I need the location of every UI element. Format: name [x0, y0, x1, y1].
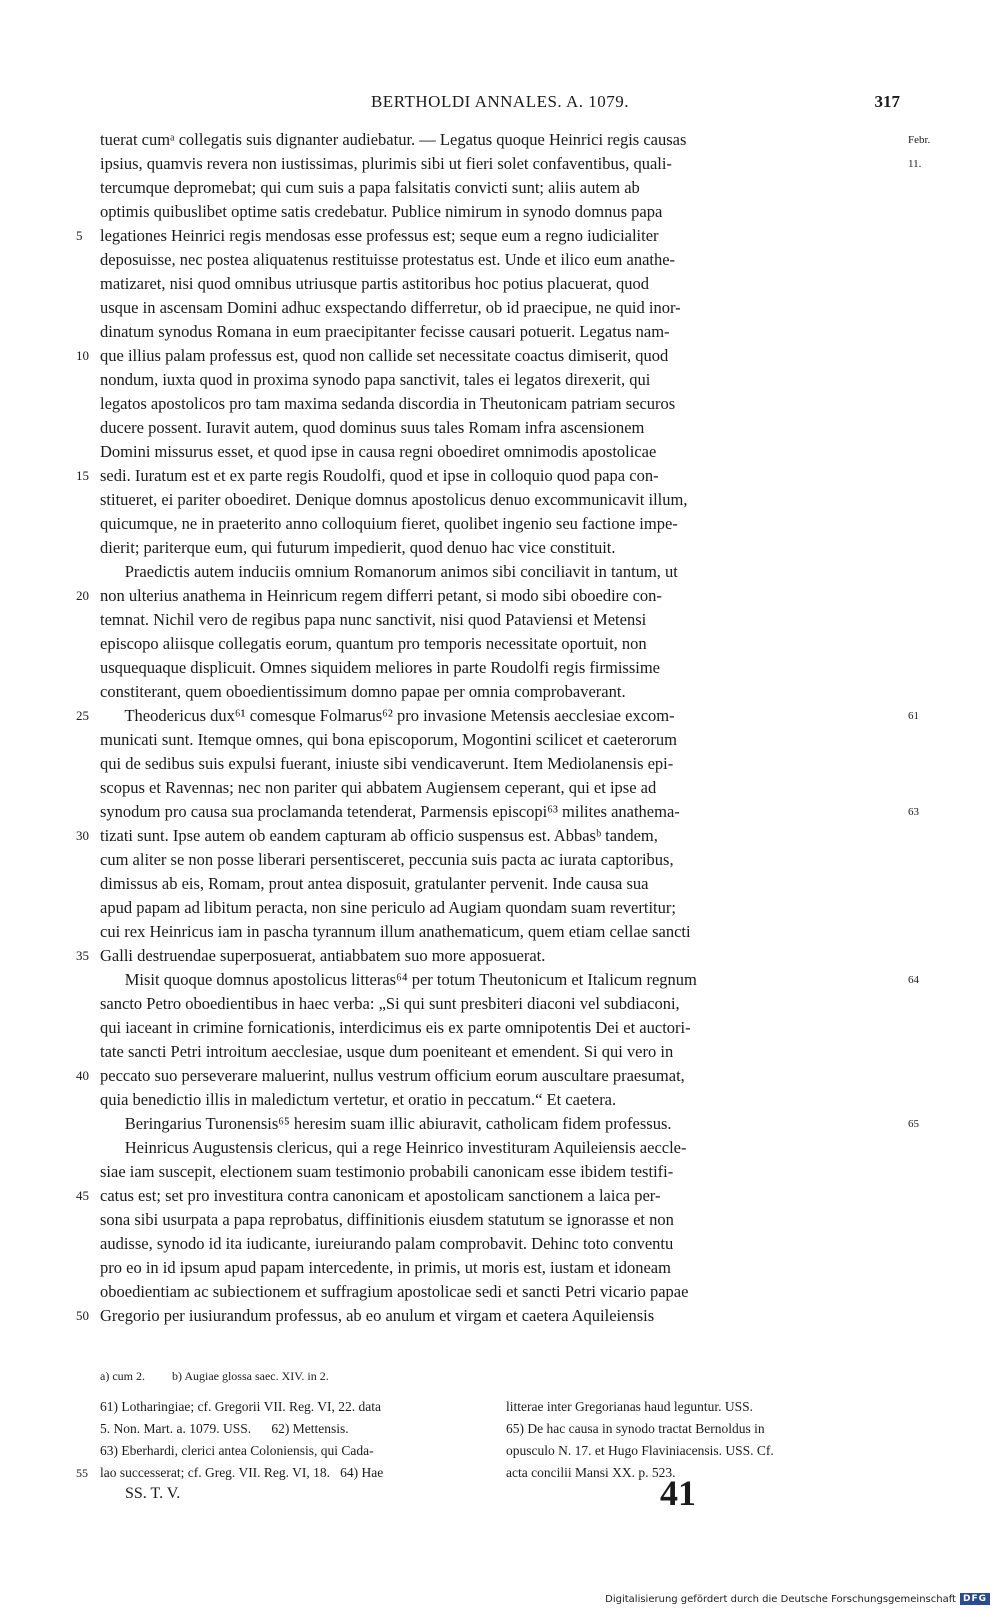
line-text: tuerat cumᵃ collegatis suis dignanter audiebatur. — Legatus quoque Heinrici regis causas	[100, 130, 687, 149]
footnote-text: 5. Non. Mart. a. 1079. USS. 62) Mettensis.	[100, 1421, 349, 1436]
line-number: 55	[76, 1466, 88, 1480]
text-line	[100, 200, 900, 224]
footnotes	[76, 1396, 900, 1496]
line-text: oboedientiam ac subiectionem et suffragium apostolicae sedi et sancti Petri vicario papae	[100, 1282, 689, 1301]
footnote-text: 61) Lotharingiae; cf. Gregorii VII. Reg. VI, 22. data	[100, 1399, 382, 1414]
line-text: ducere possent. Iuravit autem, quod dominus suus tales Romam infra ascensionem	[100, 418, 645, 437]
text-line	[100, 992, 900, 1016]
line-text: cui rex Heinricus iam in pascha tyrannum illum anathematicum, quem etiam cellae sancti	[100, 922, 691, 941]
text-line	[100, 560, 900, 584]
line-text: peccato suo perseverare maluerint, nullus vestrum officium eorum auscultare praesumat,	[100, 1066, 685, 1085]
signature-mark: SS. T. V.	[125, 1485, 181, 1502]
footnotes-left-column	[76, 1396, 488, 1484]
line-text: qui iaceant in crimine fornicationis, interdicimus eis ex parte omnipotentis Dei et auctori-	[100, 1018, 691, 1037]
text-line	[100, 728, 900, 752]
text-line	[100, 128, 931, 152]
line-text: municati sunt. Itemque omnes, qui bona episcoporum, Mogontini scilicet et caeterorum	[100, 730, 677, 749]
text-line	[100, 1112, 919, 1136]
footnote-line	[100, 1396, 488, 1418]
line-text: sedi. Iuratum est et ex parte regis Roudolfi, quod et ipse in colloquio quod papa con-	[100, 466, 659, 485]
text-line	[76, 344, 900, 368]
line-text: qui de sedibus suis expulsi fuerant, iniuste sibi vendicaverunt. Item Mediolanensis epi-	[100, 754, 674, 773]
text-line	[100, 968, 919, 992]
footnote-line	[76, 1462, 488, 1484]
line-text: dinatum synodus Romana in eum praecipitanter fecisse causari potuerit. Legatus nam-	[100, 322, 670, 341]
line-text: quia benedictio illis in maledictum vertetur, et oratio in peccatum.“ Et caetera.	[100, 1090, 617, 1109]
text-line	[100, 1160, 900, 1184]
line-text: legationes Heinrici regis mendosas esse professus est; seque eum a regno iudicialiter	[100, 226, 659, 245]
text-line	[100, 1016, 900, 1040]
line-text: Beringarius Turonensis⁶⁵ heresim suam illic abiuravit, catholicam fidem professus.	[100, 1114, 672, 1133]
text-line	[100, 1040, 900, 1064]
text-line	[100, 872, 900, 896]
text-line	[100, 440, 900, 464]
line-text: que illius palam professus est, quod non callide set necessitate coactus dimiserit, quod	[100, 346, 669, 365]
text-line	[100, 1256, 900, 1280]
text-line	[100, 608, 900, 632]
text-line	[100, 848, 900, 872]
line-text: sona sibi usurpata a papa reprobatus, diffinitionis eiusdem statutum se ignorasse et non	[100, 1210, 674, 1229]
text-line	[100, 680, 900, 704]
line-text: ipsius, quamvis revera non iustissimas, plurimis sibi ut fieri solet confaventibus, quali-	[100, 154, 672, 173]
line-text: synodum pro causa sua proclamanda tetenderat, Parmensis episcopi⁶³ milites anathema-	[100, 802, 680, 821]
critical-note-a: a) cum 2.	[100, 1369, 145, 1383]
text-line	[100, 656, 900, 680]
line-number: 40	[76, 1068, 89, 1083]
line-text: stitueret, ei pariter oboediret. Denique domnus apostolicus denuo excommunicavit illum,	[100, 490, 688, 509]
margin-note: 63	[908, 806, 919, 818]
line-text: optimis quibuslibet optime satis credebatur. Publice nimirum in synodo domnus papa	[100, 202, 663, 221]
text-line	[100, 776, 900, 800]
line-text: Theodericus dux⁶¹ comesque Folmarus⁶² pro invasione Metensis aecclesiae excom-	[100, 706, 675, 725]
text-line	[100, 1088, 900, 1112]
line-text: Domini missurus esset, et quod ipse in causa regni oboediret omnimodis apostolicae	[100, 442, 657, 461]
line-text: legatos apostolicos pro tam maxima sedanda discordia in Theutonicam patriam securos	[100, 394, 676, 413]
line-text: deposuisse, nec postea aliquatenus restituisse protestatus est. Unde et ilico eum anathe-	[100, 250, 676, 269]
text-line	[100, 272, 900, 296]
line-number: 25	[76, 708, 89, 723]
footnote-text: 63) Eberhardi, clerici antea Coloniensis, qui Cada-	[100, 1443, 374, 1458]
text-line	[76, 944, 900, 968]
text-line	[100, 920, 900, 944]
text-line	[100, 296, 900, 320]
margin-note: 64	[908, 974, 919, 986]
text-line	[100, 248, 900, 272]
margin-note: Febr.	[908, 134, 931, 146]
footnote-line	[506, 1440, 894, 1462]
line-number: 35	[76, 948, 89, 963]
text-line	[100, 632, 900, 656]
critical-note-b: b) Augiae glossa saec. XIV. in 2.	[171, 1369, 329, 1383]
footnote-line	[100, 1418, 488, 1440]
text-line	[100, 800, 919, 824]
line-number: 10	[76, 348, 89, 363]
text-line	[76, 824, 900, 848]
line-text: apud papam ad libitum peracta, non sine periculo ad Augiam quondam suam revertitur;	[100, 898, 676, 917]
line-text: Gregorio per iusiurandum professus, ab eo anulum et virgam et caetera Aquileiensis	[100, 1306, 655, 1325]
line-text: tercumque depromebat; qui cum suis a papa falsitatis convicti sunt; aliis autem ab	[100, 178, 640, 197]
line-text: nondum, iuxta quod in proxima synodo papa sanctivit, tales ei legatos direxerit, qui	[100, 370, 651, 389]
line-text: pro eo in id ipsum apud papam intercedente, in primis, ut moris est, iustam et idoneam	[100, 1258, 671, 1277]
line-text: matizaret, nisi quod omnibus utriusque partis astitoribus hoc potius placuerat, quod	[100, 274, 649, 293]
critical-notes	[100, 1369, 900, 1384]
text-line	[76, 224, 900, 248]
text-line	[76, 1184, 900, 1208]
text-line	[76, 704, 919, 728]
text-line	[76, 464, 900, 488]
line-text: audisse, synodo id ita iudicante, iureiurando palam comprobavit. Dehinc toto conventu	[100, 1234, 674, 1253]
line-text: scopus et Ravennas; nec non pariter qui abbatem Augiensem ceperant, qui et ipse ad	[100, 778, 657, 797]
footnote-text: litterae inter Gregorianas haud leguntur. USS.	[506, 1399, 754, 1414]
line-text: tizati sunt. Ipse autem ob eandem capturam ab officio suspensus est. Abbasᵇ tandem,	[100, 826, 658, 845]
line-text: cum aliter se non posse liberari persentisceret, peccunia suis pacta ac iurata captoribus,	[100, 850, 674, 869]
main-text	[76, 128, 931, 1328]
line-text: tate sancti Petri introitum aecclesiae, usque dum poeniteant et emendent. Si qui vero in	[100, 1042, 674, 1061]
line-text: non ulterius anathema in Heinricum regem differri petant, si modo sibi oboedire con-	[100, 586, 662, 605]
margin-note: 65	[908, 1118, 919, 1130]
line-text: dimissus ab eis, Romam, prout antea disposuit, gratulanter pervenit. Inde causa sua	[100, 874, 649, 893]
text-line	[100, 176, 900, 200]
line-text: Praedictis autem induciis omnium Romanorum animos sibi conciliavit in tantum, ut	[100, 562, 678, 581]
text-line	[100, 1208, 900, 1232]
line-number: 15	[76, 468, 89, 483]
digitization-credit	[605, 1593, 990, 1605]
line-text: sancto Petro oboedientibus in haec verba: „Si qui sunt presbiteri diaconi vel subdiaconi,	[100, 994, 680, 1013]
line-text: Misit quoque domnus apostolicus litteras⁶⁴ per totum Theutonicum et Italicum regnum	[100, 970, 697, 989]
running-title: BERTHOLDI ANNALES. A. 1079.	[370, 92, 630, 111]
text-line	[76, 584, 900, 608]
line-text: episcopo aliisque collegatis eorum, quantum pro temporis necessitate oportuit, non	[100, 634, 647, 653]
line-text: usquequaque displicuit. Omnes siquidem meliores in parte Roudolfi regis firmissime	[100, 658, 660, 677]
text-line	[100, 416, 900, 440]
sheet-number: 41	[660, 1473, 696, 1513]
margin-note: 11.	[908, 158, 922, 170]
line-text: quicumque, ne in praeterito anno colloquium fieret, quolibet ingenio seu factione impe-	[100, 514, 678, 533]
text-line	[100, 152, 922, 176]
text-line	[100, 392, 900, 416]
text-line	[100, 1280, 900, 1304]
text-line	[100, 368, 900, 392]
footnote-text: lao successerat; cf. Greg. VII. Reg. VI, 18. 64) Hae	[100, 1465, 384, 1480]
footnote-text: acta concilii Mansi XX. p. 523.	[506, 1465, 676, 1480]
line-text: Heinricus Augustensis clericus, qui a rege Heinrico investituram Aquileiensis aeccle-	[100, 1138, 687, 1157]
text-line	[100, 896, 900, 920]
line-text: temnat. Nichil vero de regibus papa nunc sanctivit, nisi quod Pataviensi et Metensi	[100, 610, 647, 629]
text-line	[100, 488, 900, 512]
line-text: catus est; set pro investitura contra canonicam et apostolicam sanctionem a laica per-	[100, 1186, 661, 1205]
text-line	[100, 1232, 900, 1256]
text-line	[100, 752, 900, 776]
digitization-credit-text: Digitalisierung gefördert durch die Deutsche Forschungsgemeinschaft	[605, 1593, 956, 1605]
text-line	[76, 1064, 900, 1088]
line-number: 5	[76, 228, 83, 243]
line-number: 20	[76, 588, 89, 603]
dfg-logo-icon: DFG	[960, 1593, 990, 1605]
footnote-line	[506, 1462, 894, 1484]
footnotes-right-column	[506, 1396, 894, 1484]
line-number: 45	[76, 1188, 89, 1203]
line-text: Galli destruendae superposuerat, antiabbatem suo more apposuerat.	[100, 946, 546, 965]
text-line	[100, 512, 900, 536]
page-number: 317	[874, 92, 900, 111]
text-line	[100, 536, 900, 560]
footnote-text: 65) De hac causa in synodo tractat Bernoldus in	[506, 1421, 765, 1436]
line-text: dierit; pariterque eum, qui futurum impedierit, quod denuo hac vice constituit.	[100, 538, 616, 557]
line-text: siae iam suscepit, electionem suam testimonio probabili canonicam esse ibidem testifi-	[100, 1162, 674, 1181]
margin-note: 61	[908, 710, 919, 722]
line-number: 50	[76, 1308, 89, 1323]
page-header	[100, 92, 900, 116]
line-text: constiterant, quem oboedientissimum domno papae per omnia comprobaverant.	[100, 682, 626, 701]
footnote-line	[100, 1440, 488, 1462]
line-number: 30	[76, 828, 89, 843]
text-line	[76, 1304, 900, 1328]
line-text: usque in ascensam Domini adhuc exspectando differretur, ob id praecipue, ne quid inor-	[100, 298, 681, 317]
footnote-line	[506, 1396, 894, 1418]
footnote-line	[506, 1418, 894, 1440]
text-line	[100, 320, 900, 344]
text-line	[100, 1136, 900, 1160]
footnote-text: opusculo N. 17. et Hugo Flaviniacensis. USS. Cf.	[506, 1443, 774, 1458]
